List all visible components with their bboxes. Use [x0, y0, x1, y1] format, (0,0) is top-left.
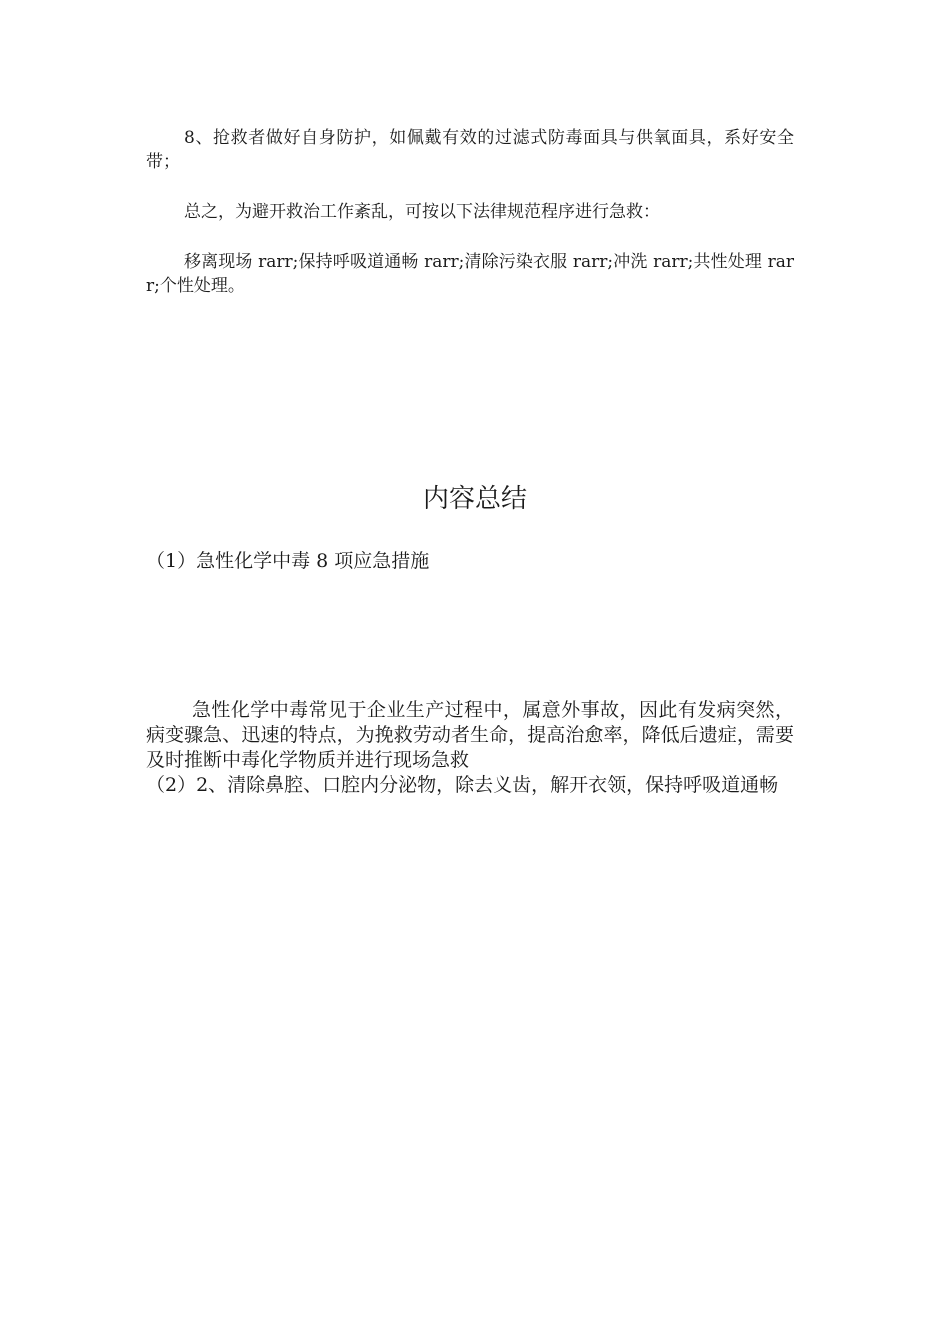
summary-body [146, 698, 794, 798]
summary-title: 内容总结 [422, 484, 527, 514]
summary-item-2: （2）2、清除鼻腔、口腔内分泌物，除去义齿，解开衣领，保持呼吸道通畅 [146, 774, 779, 796]
paragraph-emergency-procedure-steps: 移离现场 rarr;保持呼吸道通畅 rarr;清除污染衣服 rarr;冲洗 rarr;共性处理 rarr;个性处理。 [146, 252, 794, 296]
summary-item-1-heading: （1）急性化学中毒 8 项应急措施 [146, 550, 430, 572]
paragraph-emergency-procedure-intro: 总之，为避开救治工作紊乱，可按以下法律规范程序进行急救： [184, 202, 660, 222]
summary-item-1-body: 急性化学中毒常见于企业生产过程中，属意外事故，因此有发病突然，病变骤急、迅速的特点，为挽救劳动者生命，提高治愈率，降低后遗症，需要及时推断中毒化学物质并进行现场急救 [146, 699, 794, 771]
paragraph-rescuer-protection: 8、抢救者做好自身防护，如佩戴有效的过滤式防毒面具与供氧面具，系好安全带； [146, 128, 794, 172]
